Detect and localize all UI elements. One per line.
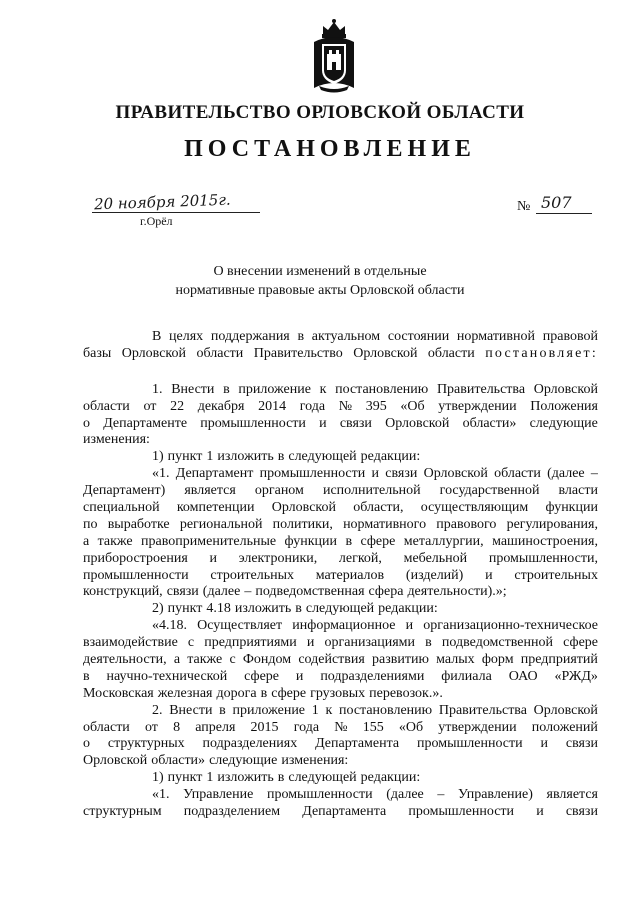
body-word: Департаменте [103, 415, 188, 431]
body-word: промышленности, [488, 550, 598, 566]
body-word: базы [83, 345, 112, 361]
body-word: промышленности [200, 415, 306, 431]
body-line [83, 635, 598, 652]
body-word: декабря [197, 398, 245, 414]
body-word: (далее [202, 584, 241, 600]
body-word: сфере [271, 685, 307, 701]
body-word: взаимодействие [83, 635, 178, 651]
body-line [83, 534, 598, 551]
body-word: года [293, 719, 320, 735]
body-word: подразделением [183, 804, 281, 820]
body-word: с [187, 635, 195, 651]
body-word: в [297, 329, 305, 344]
body-word: подведомственной [441, 635, 553, 651]
body-word: области [427, 345, 475, 361]
body-word: и [405, 618, 414, 634]
body-word: о [83, 736, 90, 752]
body-word: строительных [210, 567, 295, 583]
body-word: к [319, 381, 327, 397]
body-word: регулирования, [506, 516, 598, 532]
body-word: Положения [530, 398, 598, 414]
body-word: связи [385, 466, 418, 482]
body-word: Фондом [242, 652, 292, 668]
body-word: правового [436, 516, 497, 532]
body-line [117, 466, 598, 483]
body-word: мебельной [403, 550, 468, 566]
body-word: о [83, 415, 90, 431]
body-word: в [277, 770, 285, 786]
body-word: Орловской [353, 345, 418, 361]
document-type-title: ПОСТАНОВЛЕНИЕ [184, 136, 476, 162]
body-word: политики, [272, 516, 333, 532]
body-word: электроники, [238, 550, 318, 566]
body-word: Правительства [438, 702, 527, 718]
body-word: исполнительной [322, 483, 421, 499]
body-word: «Об [398, 719, 424, 735]
body-word: 2014 [258, 398, 287, 414]
body-word: 155 [362, 719, 384, 735]
body-line [83, 346, 598, 363]
body-word: «4.18. [152, 618, 187, 634]
body-word: форм [481, 652, 514, 668]
body-word: приборостроения [83, 550, 188, 566]
body-line [117, 703, 598, 720]
body-word: нормативного [343, 516, 427, 532]
body-word: правовой [542, 329, 598, 344]
body-line [83, 686, 598, 703]
body-line [83, 652, 598, 669]
body-word: и [536, 804, 544, 820]
body-word: поддержания [210, 329, 290, 344]
body-word: металлургии, [403, 533, 484, 549]
body-word: «РЖД» [554, 668, 598, 684]
body-word: выработке [107, 516, 170, 532]
body-word: утверждении [438, 398, 517, 414]
body-word: в [83, 668, 90, 684]
body-word: следующие [209, 753, 278, 769]
body-word: также [187, 652, 223, 668]
body-word: приложение [238, 381, 311, 397]
body-word: сфере [244, 668, 280, 684]
body-word: № [338, 398, 353, 414]
body-word: года [299, 398, 326, 414]
body-word: в [219, 702, 226, 718]
body-word: положений [531, 719, 598, 735]
body-line [117, 770, 598, 787]
body-word: апреля [195, 719, 236, 735]
body-word: Орловской [533, 381, 598, 397]
body-word: Департамент) [83, 483, 166, 499]
body-word: следующей [288, 449, 357, 465]
body-word: предприятий [520, 652, 598, 668]
body-word: конструкций, [83, 584, 163, 600]
body-line [83, 736, 598, 753]
body-word: 2) [152, 601, 164, 617]
body-word: промышленности [83, 567, 189, 583]
body-word: в [223, 381, 230, 397]
body-word: связи [166, 584, 199, 600]
body-word: 1) [152, 770, 164, 786]
body-word: следующей [305, 601, 375, 617]
body-word: изложить [217, 770, 274, 786]
body-word: к [325, 702, 333, 718]
body-word: малых [436, 652, 475, 668]
body-word: Орловской [83, 753, 148, 769]
number-label: № [517, 199, 531, 214]
body-word: пункт [167, 601, 203, 617]
body-line [83, 399, 598, 416]
body-line [117, 618, 598, 635]
body-word: а [83, 533, 90, 549]
body-word: а [173, 652, 181, 668]
body-word: редакции: [378, 601, 438, 617]
body-word: В [152, 329, 162, 344]
body-word: развитию [372, 652, 429, 668]
body-word: Правительство [253, 345, 343, 361]
number-underline [536, 213, 592, 214]
body-word: Правительства [436, 381, 526, 397]
body-word: содействия [298, 652, 365, 668]
body-word: «1. [152, 787, 170, 803]
body-word: – [590, 466, 598, 482]
body-word: Орловской [533, 702, 598, 718]
body-word: в [277, 449, 285, 465]
body-word: 2015 [250, 719, 279, 735]
body-word: (далее [547, 466, 585, 482]
body-line [83, 720, 598, 737]
body-word: осуществляющим [420, 500, 529, 516]
body-word: дорога [216, 685, 257, 701]
body-word: 4.18 [206, 601, 231, 617]
body-line [117, 449, 598, 466]
body-word: Внести [171, 381, 215, 397]
body-word: постановлению [335, 381, 429, 397]
body-line [83, 551, 598, 568]
body-word: правоприменительные [141, 533, 277, 549]
body-word: (изделий) [405, 567, 464, 583]
body-word: приложение [232, 702, 306, 718]
body-word: Департамента [302, 804, 387, 820]
body-word: промышленности [259, 466, 366, 482]
body-word: компетенции [176, 500, 255, 516]
body-word: подразделениях [202, 736, 298, 752]
body-word: 1 [206, 770, 214, 786]
body-line [83, 432, 598, 449]
body-word: строительных [514, 567, 598, 583]
body-word: области [83, 719, 130, 735]
body-word: Орловской [423, 466, 488, 482]
handwritten-number: 507 [541, 193, 572, 212]
body-word: ОАО [508, 668, 538, 684]
body-word: Управление [183, 787, 254, 803]
subject-line: О внесении изменений в отдельные [213, 264, 427, 279]
body-word: организациями [324, 635, 416, 651]
body-word: 1 [311, 702, 319, 718]
body-word: 395 [365, 398, 387, 414]
body-word: структурных [107, 736, 185, 752]
body-word: железная [157, 685, 213, 701]
body-word: научно-технической [106, 668, 228, 684]
body-word: власти [558, 483, 598, 499]
body-word: редакции: [360, 449, 421, 465]
government-title: ПРАВИТЕЛЬСТВО ОРЛОВСКОЙ ОБЛАСТИ [115, 102, 525, 123]
body-word: предприятиями [204, 635, 297, 651]
body-word: постановлению [339, 702, 433, 718]
body-word: целях [169, 329, 204, 344]
body-line [117, 787, 598, 804]
body-word: в [345, 533, 353, 549]
body-line [117, 382, 598, 399]
body-word: с [229, 652, 236, 668]
body-word: и [371, 466, 379, 482]
body-word: следующие [529, 415, 598, 431]
body-word: деятельности, [83, 652, 167, 668]
body-word: «Об [400, 398, 425, 414]
body-word: Департамента [315, 736, 400, 752]
body-word: сфере [360, 533, 396, 549]
body-word: редакции: [360, 770, 421, 786]
body-word: области [196, 345, 244, 361]
body-word: Орловской [121, 345, 186, 361]
body-word: промышленности [408, 804, 515, 820]
body-word: структурным [83, 804, 162, 820]
body-word: в [425, 635, 432, 651]
body-word: области» [151, 753, 206, 769]
body-word: Внести [169, 702, 213, 718]
body-word: от [144, 719, 158, 735]
body-word: региональной [179, 516, 263, 532]
city-label: г.Орёл [140, 214, 173, 228]
body-word: и [485, 567, 493, 583]
body-word: информационное [292, 618, 396, 634]
body-word: легкой, [338, 550, 382, 566]
body-word: (далее [386, 787, 424, 803]
body-line [83, 753, 598, 770]
body-word: Московская [83, 685, 154, 701]
body-word: пункт [167, 449, 203, 465]
body-word: 1 [206, 449, 214, 465]
body-word: изложить [234, 601, 292, 617]
body-word: Орловской [385, 415, 450, 431]
body-word: состоянии [387, 329, 450, 344]
body-line [83, 584, 598, 601]
body-word: функции [284, 533, 338, 549]
body-word: в [260, 685, 268, 701]
body-word: машиностроения, [492, 533, 598, 549]
body-word: изложить [217, 449, 274, 465]
body-word: деятельности).»; [407, 584, 507, 600]
body-line [83, 517, 598, 534]
body-line [83, 804, 598, 821]
body-line [83, 500, 598, 517]
subject-line: нормативные правовые акты Орловской области [175, 283, 465, 298]
body-word: 1) [152, 449, 164, 465]
body-word: по [83, 516, 98, 532]
body-word: изменения: [281, 753, 349, 769]
body-word: – [244, 584, 252, 600]
body-word: перевозок.». [369, 685, 443, 701]
body-word: функции [545, 500, 598, 516]
body-word: области [83, 398, 130, 414]
body-line [83, 416, 598, 433]
body-word: является [546, 787, 598, 803]
body-word: пункт [167, 770, 203, 786]
body-word: связи [565, 736, 598, 752]
body-word: организационно-техническое [423, 618, 598, 634]
body-line [117, 601, 598, 618]
body-word: 22 [170, 398, 185, 414]
handwritten-date: 20 ноября 2015г. [93, 190, 231, 214]
document-body [83, 329, 598, 821]
paragraph-gap [117, 363, 598, 382]
body-word: сфера [368, 584, 404, 600]
body-word: является [184, 483, 236, 499]
body-word: и [319, 415, 327, 431]
body-word: промышленности [416, 736, 523, 752]
body-word: Департамент [175, 466, 254, 482]
body-word: связи [565, 804, 598, 820]
body-word: нормативной [456, 329, 536, 344]
body-word: Управление) [458, 787, 533, 803]
coat-of-arms-icon [311, 18, 357, 94]
document-subject [0, 262, 640, 300]
body-word: Орловской [271, 500, 336, 516]
body-word: 8 [173, 719, 181, 735]
body-word: в [295, 601, 302, 617]
body-word: материалов [315, 567, 385, 583]
body-line [83, 483, 598, 500]
body-word: подразделениями [320, 668, 425, 684]
body-word: изменения: [83, 432, 150, 448]
body-word: и [295, 668, 304, 684]
body-line [83, 669, 598, 686]
body-word: области» [462, 415, 517, 431]
body-word: «1. [152, 466, 170, 482]
body-word: следующей [288, 770, 357, 786]
body-word: связи [339, 415, 372, 431]
body-word: и [540, 736, 548, 752]
body-word: № [334, 719, 348, 735]
body-word: и [306, 635, 315, 651]
body-word: области, [353, 500, 404, 516]
body-word: 1. [152, 381, 163, 397]
body-word: и [209, 550, 217, 566]
body-word: грузовых [310, 685, 366, 701]
body-word: 2. [152, 702, 163, 718]
body-word: специальной [83, 500, 160, 516]
body-word: актуальном [311, 329, 381, 344]
body-word: от [143, 398, 157, 414]
body-word: утверждении [438, 719, 517, 735]
body-word: государственной [439, 483, 540, 499]
body-line [117, 329, 598, 346]
body-word: органом [254, 483, 304, 499]
body-word: также [97, 533, 133, 549]
body-word: подведомственная [255, 584, 365, 600]
body-line [83, 568, 598, 585]
body-word: Осуществляет [197, 618, 283, 634]
body-word: сфере [563, 635, 598, 651]
body-word: – [437, 787, 445, 803]
resolves-word: постановляет: [485, 345, 598, 361]
body-word: филиала [441, 668, 492, 684]
body-word: области [494, 466, 541, 482]
body-word: промышленности [266, 787, 373, 803]
